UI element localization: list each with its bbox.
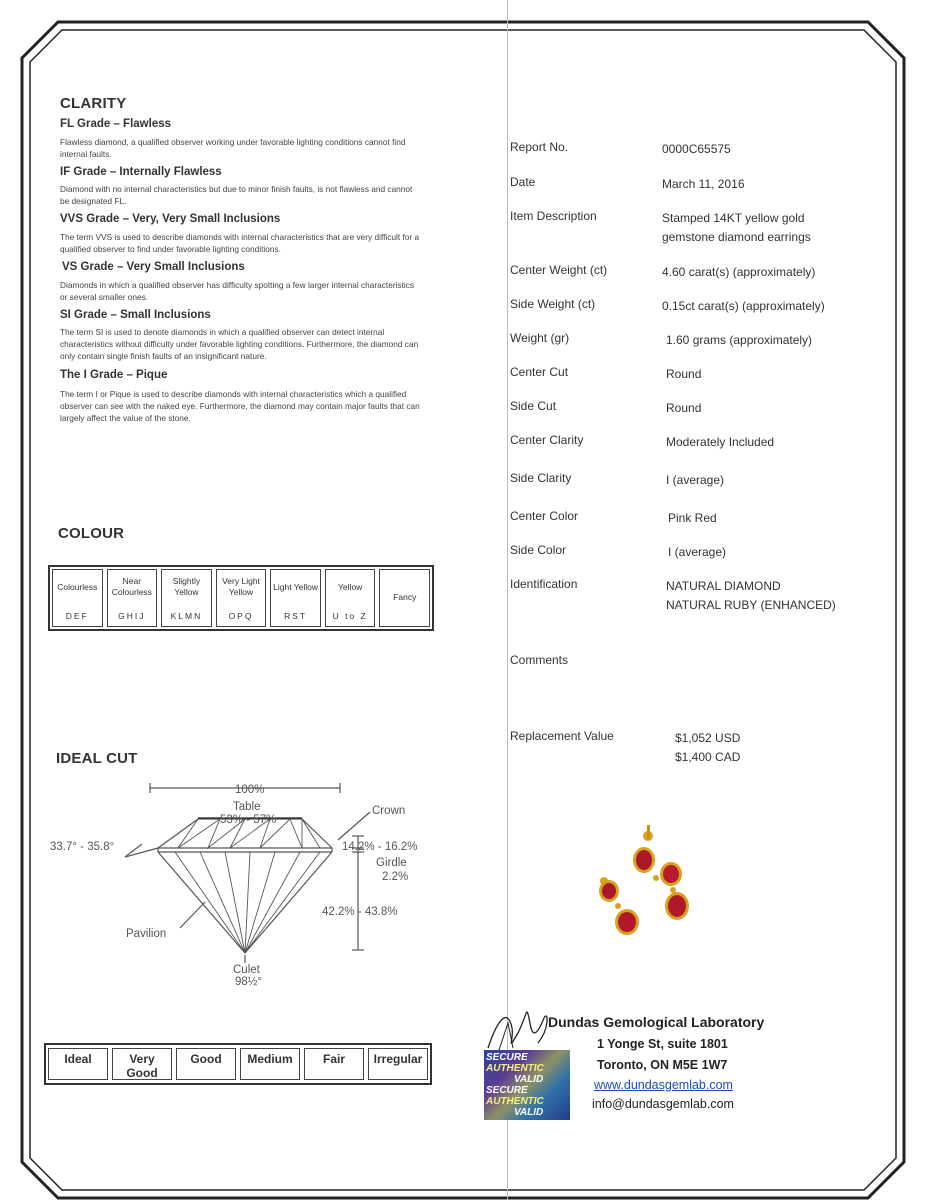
diagram-pavilion-label: Pavilion (126, 928, 167, 940)
signature (478, 998, 558, 1058)
colour-cell-grades: DEF (65, 611, 89, 621)
diagram-table-label: Table (233, 801, 261, 813)
clarity-grade-desc: Diamond with no internal characteristics but due to minor finish faults, is not flawless and cannot be designated FL. (60, 184, 413, 206)
clarity-grade-title: FL Grade – Flawless (60, 118, 172, 130)
hologram-word: VALID (514, 1107, 544, 1118)
colour-cell (379, 569, 430, 627)
report-key: Center Color (510, 509, 579, 523)
hologram-word: AUTHENTIC (486, 1063, 544, 1074)
report-key: Side Color (510, 543, 567, 557)
report-value-line2: $1,400 CAD (675, 750, 741, 764)
clarity-grade-desc: The term VVS is used to describe diamonds with internal characteristics that are very difficult for a qualified observer to find under favorable lighting conditions. (60, 232, 420, 254)
report-key: Report No. (510, 140, 569, 154)
colour-cell-label: Colourless (57, 581, 98, 592)
earrings-photo (590, 820, 720, 940)
earring-left (599, 877, 639, 935)
report-value: I (average) (668, 545, 727, 559)
report-key: Comments (510, 653, 569, 667)
lab-website-link[interactable]: www.dundasgemlab.com (594, 1078, 733, 1092)
report-value: 0000C65575 (662, 142, 731, 156)
clarity-grade-desc: The term SI is used to denote diamonds in which a qualified observer can detect internal characteristics without difficulty under favorable lighting conditions. Furthermore, the diamond can only contain single finish faults of an insignificant nature. (60, 327, 419, 361)
report-value: March 11, 2016 (662, 177, 745, 191)
report-value: I (average) (666, 473, 725, 487)
colour-cell (270, 569, 321, 627)
report-value: Moderately Included (666, 435, 775, 449)
report-value: 4.60 carat(s) (approximately) (662, 265, 816, 279)
cut-grade-table (44, 1043, 432, 1085)
report-key: Weight (gr) (510, 331, 570, 345)
diagram-culet-label: Culet (233, 964, 260, 976)
ideal-cut-heading: IDEAL CUT (56, 750, 138, 767)
clarity-grade-title: The I Grade – Pique (60, 369, 168, 381)
cut-grade-cell: Ideal (48, 1048, 108, 1080)
report-key: Identification (510, 577, 578, 591)
diagram-total-label: 100% (235, 784, 265, 796)
diagram-crown-label: Crown (372, 805, 406, 817)
diagram-pavilion-depth: 42.2% - 43.8% (322, 906, 398, 918)
report-key: Side Cut (510, 399, 557, 413)
diagram-crown-angle: 33.7° - 35.8° (50, 841, 115, 853)
colour-cell (107, 569, 158, 627)
report-value: 0.15ct carat(s) (approximately) (662, 299, 825, 313)
report-key: Side Clarity (510, 471, 572, 485)
cut-grade-cell: Medium (240, 1048, 300, 1080)
diagram-girdle-label: Girdle (376, 857, 407, 869)
cut-grade-cell: Good (176, 1048, 236, 1080)
hologram-word: VALID (514, 1074, 544, 1085)
report-key: Center Cut (510, 365, 569, 379)
diagram-crown-height: 14.2% - 16.2% (342, 841, 418, 853)
clarity-grade-title: VS Grade – Very Small Inclusions (62, 261, 245, 273)
colour-heading: COLOUR (58, 525, 125, 542)
hologram-word: SECURE (486, 1085, 528, 1096)
cut-grade-cell: Very Good (112, 1048, 172, 1080)
report-value: $1,052 USD (675, 731, 741, 745)
report-value: NATURAL DIAMOND (666, 579, 781, 593)
report-value: Stamped 14KT yellow gold (662, 211, 805, 225)
colour-cell (216, 569, 267, 627)
report-key: Side Weight (ct) (510, 297, 596, 311)
colour-cell-label: Light Yellow (273, 581, 319, 592)
hologram-word: AUTHENTIC (486, 1096, 544, 1107)
report-key: Center Clarity (510, 433, 584, 447)
diagram-culet-value: 98½° (235, 976, 262, 988)
colour-cell-grades: RST (284, 611, 308, 621)
security-hologram (484, 1050, 570, 1120)
report-value-line2: NATURAL RUBY (ENHANCED) (666, 598, 836, 612)
clarity-grade-desc: Flawless diamond, a qualified observer working under favorable lighting conditions cannot find internal faults. (60, 137, 406, 159)
clarity-grade-desc: The term I or Pique is used to describe diamonds with internal characteristics which a qualified observer can see with the naked eye. Furthermore, the diamond may contain major faults that can largely affect the value of the stone. (60, 389, 420, 423)
diagram-girdle-value: 2.2% (382, 871, 409, 883)
diagram-table-range: 53% - 57% (220, 814, 277, 826)
colour-cell-label: Slightly Yellow (172, 576, 201, 597)
diamond-proportions-diagram (40, 770, 440, 995)
cut-grade-cell: Irregular (368, 1048, 428, 1080)
colour-cell-label: Very Light Yellow (222, 576, 260, 597)
colour-cell-label: Yellow (338, 581, 363, 592)
colour-cell-grades: KLMN (170, 611, 203, 621)
lab-address-line2: Toronto, ON M5E 1W7 (597, 1058, 728, 1072)
report-key: Center Weight (ct) (510, 263, 608, 277)
cut-grade-cell: Fair (304, 1048, 364, 1080)
colour-cell (52, 569, 103, 627)
colour-cell (325, 569, 376, 627)
colour-cell-grades: U to Z (332, 611, 368, 621)
report-key: Replacement Value (510, 729, 614, 743)
colour-cell-label: Fancy (393, 591, 417, 602)
report-value: Round (666, 401, 702, 415)
report-value-line2: gemstone diamond earrings (662, 230, 811, 244)
colour-cell-grades: GHIJ (118, 611, 146, 621)
colour-cell-grades: OPQ (228, 611, 254, 621)
colour-scale-table (48, 565, 434, 631)
report-value: Round (666, 367, 702, 381)
report-value: Pink Red (668, 511, 717, 525)
colour-cell (161, 569, 212, 627)
hologram-word: SECURE (486, 1052, 528, 1063)
clarity-heading: CLARITY (60, 95, 127, 112)
lab-address-line1: 1 Yonge St, suite 1801 (597, 1037, 728, 1051)
report-value: 1.60 grams (approximately) (666, 333, 813, 347)
earring-right (633, 825, 689, 920)
clarity-grade-title: VVS Grade – Very, Very Small Inclusions (60, 213, 281, 225)
clarity-grade-title: SI Grade – Small Inclusions (60, 309, 211, 321)
lab-email: info@dundasgemlab.com (592, 1097, 734, 1111)
lab-name: Dundas Gemological Laboratory (548, 1014, 765, 1030)
clarity-grade-desc: Diamonds in which a qualified observer has difficulty spotting a few larger internal characteristics or several smaller ones. (60, 280, 415, 302)
report-key: Date (510, 175, 536, 189)
report-key: Item Description (510, 209, 597, 223)
colour-cell-label: Near Colourless (111, 576, 152, 597)
clarity-grade-title: IF Grade – Internally Flawless (60, 166, 222, 178)
